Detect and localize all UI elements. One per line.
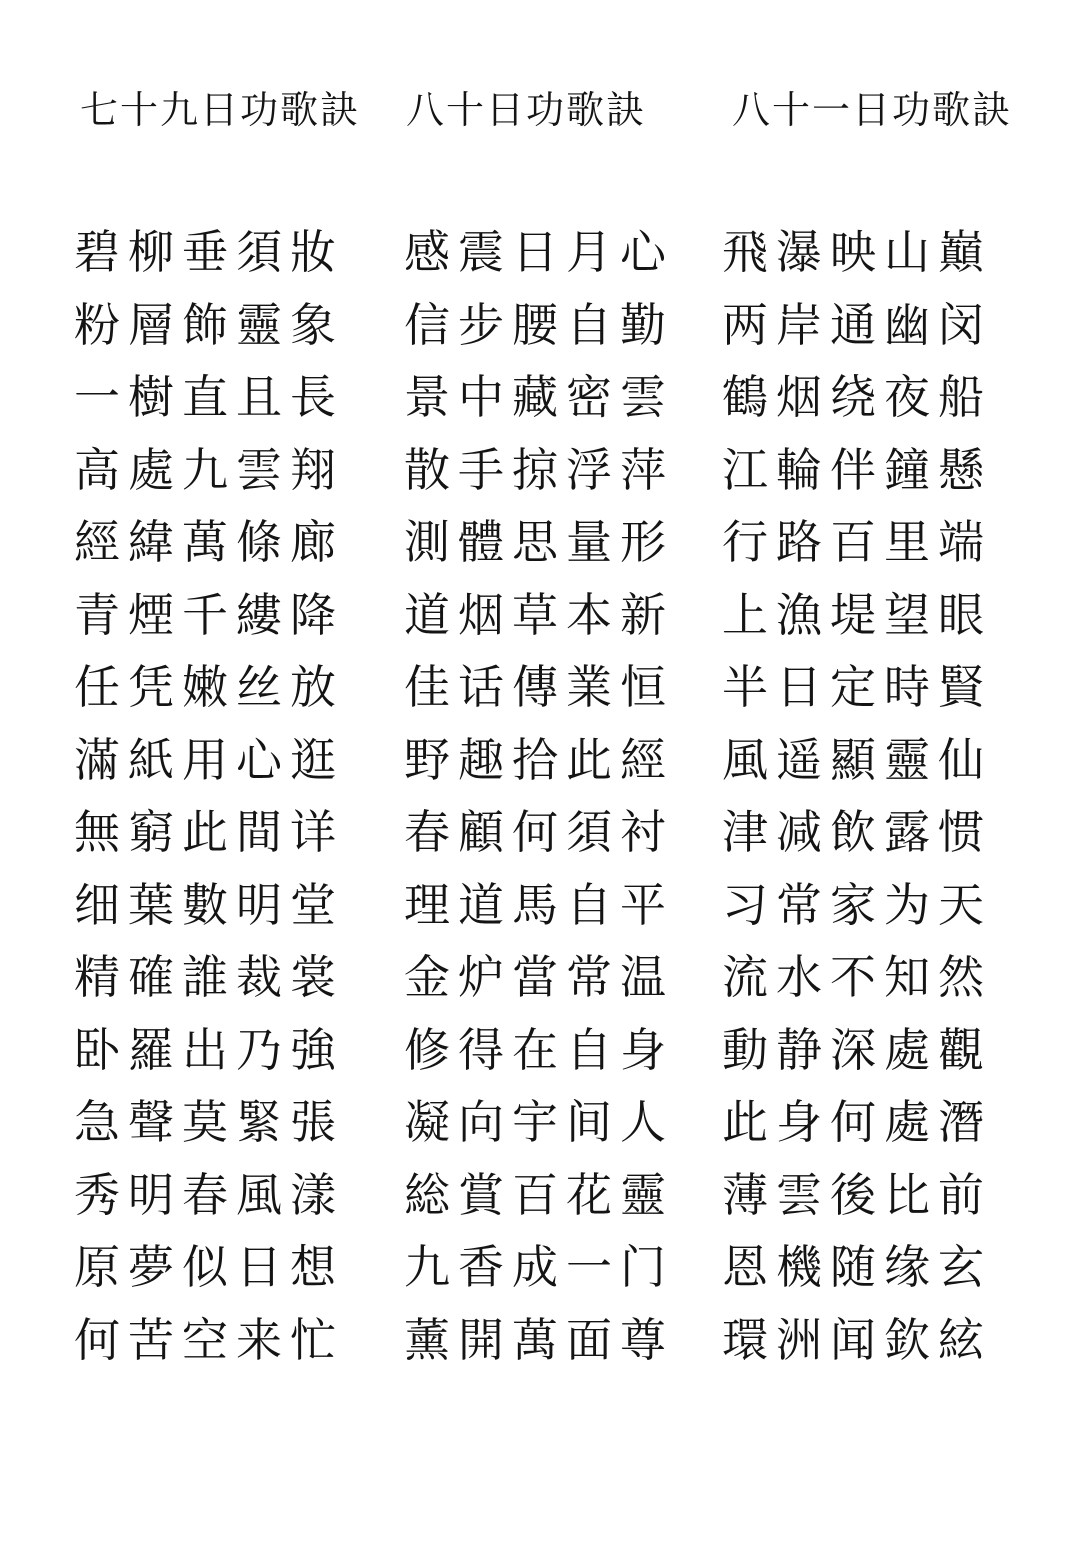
poem-line: 凝向宇间人 [404,1095,674,1149]
poem-line: 風遥顯靈仙 [722,732,992,787]
poem-line: 半日定時賢 [722,660,992,714]
poem-title: 八十一日功歌訣 [732,88,1013,132]
poem-line: 佳话傳業恒 [404,660,674,714]
poem-line: 习常家为天 [722,877,992,932]
poem-line: 無窮此間详 [74,805,344,859]
poem-line: 鶴烟绕夜船 [722,370,992,424]
poem-column-79 [74,0,374,1543]
poem-title: 七十九日功歌訣 [80,88,361,132]
poem-line: 散手掠浮萍 [404,442,674,497]
poem-line: 環洲闻欽絃 [722,1312,992,1367]
poem-line: 恩機随缘玄 [722,1240,992,1294]
poem-line: 修得在自身 [404,1022,674,1077]
poem-line: 高處九雲翔 [74,442,344,497]
poem-line: 行路百里端 [722,515,992,569]
poem-line: 薄雲後比前 [722,1167,992,1222]
poem-line: 江輪伴鐘懸 [722,442,992,497]
poem-line: 原夢似日想 [74,1240,344,1294]
poem-line: 此身何處潛 [722,1095,992,1149]
poem-line: 総賞百花靈 [404,1167,674,1222]
poem-line: 津减飲露惯 [722,805,992,859]
poem-line: 一樹直且長 [74,370,344,424]
poem-line: 卧羅出乃強 [74,1022,344,1077]
poem-line: 飛瀑映山巔 [722,225,992,279]
poem-line: 滿紙用心逛 [74,732,344,787]
poem-line: 两岸通幽闵 [722,297,992,352]
poem-lines [404,222,674,1382]
poem-line: 測體思量形 [404,515,674,569]
poem-line: 何苦空来忙 [74,1312,344,1367]
poem-line: 流水不知然 [722,950,992,1004]
poem-lines [74,222,344,1382]
poem-line: 上漁堤望眼 [722,587,992,642]
poem-line: 碧柳垂須妝 [74,225,344,279]
poem-line: 金炉當常温 [404,950,674,1004]
poem-line: 經緯萬條廊 [74,515,344,569]
poem-line: 任凭嫩丝放 [74,660,344,714]
poem-line: 精確誰裁裳 [74,950,344,1004]
poem-line: 青煙千縷降 [74,587,344,642]
poem-line: 秀明春風漾 [74,1167,344,1222]
poem-column-80 [404,0,704,1543]
poem-line: 理道馬自平 [404,877,674,932]
poem-line: 九香成一门 [404,1240,674,1294]
poem-line: 感震日月心 [404,225,674,279]
poem-line: 動静深處觀 [722,1022,992,1077]
poem-column-81 [722,0,1022,1543]
poem-title: 八十日功歌訣 [406,88,647,132]
poem-line: 急聲莫緊張 [74,1095,344,1149]
poem-line: 道烟草本新 [404,587,674,642]
poem-line: 细葉數明堂 [74,877,344,932]
poem-line: 粉層飾靈象 [74,297,344,352]
poem-line: 春顧何須衬 [404,805,674,859]
poem-lines [722,222,992,1382]
poem-line: 信步腰自勤 [404,297,674,352]
poem-line: 景中藏密雲 [404,370,674,424]
poem-line: 薰開萬面尊 [404,1312,674,1367]
poem-line: 野趣拾此經 [404,732,674,787]
